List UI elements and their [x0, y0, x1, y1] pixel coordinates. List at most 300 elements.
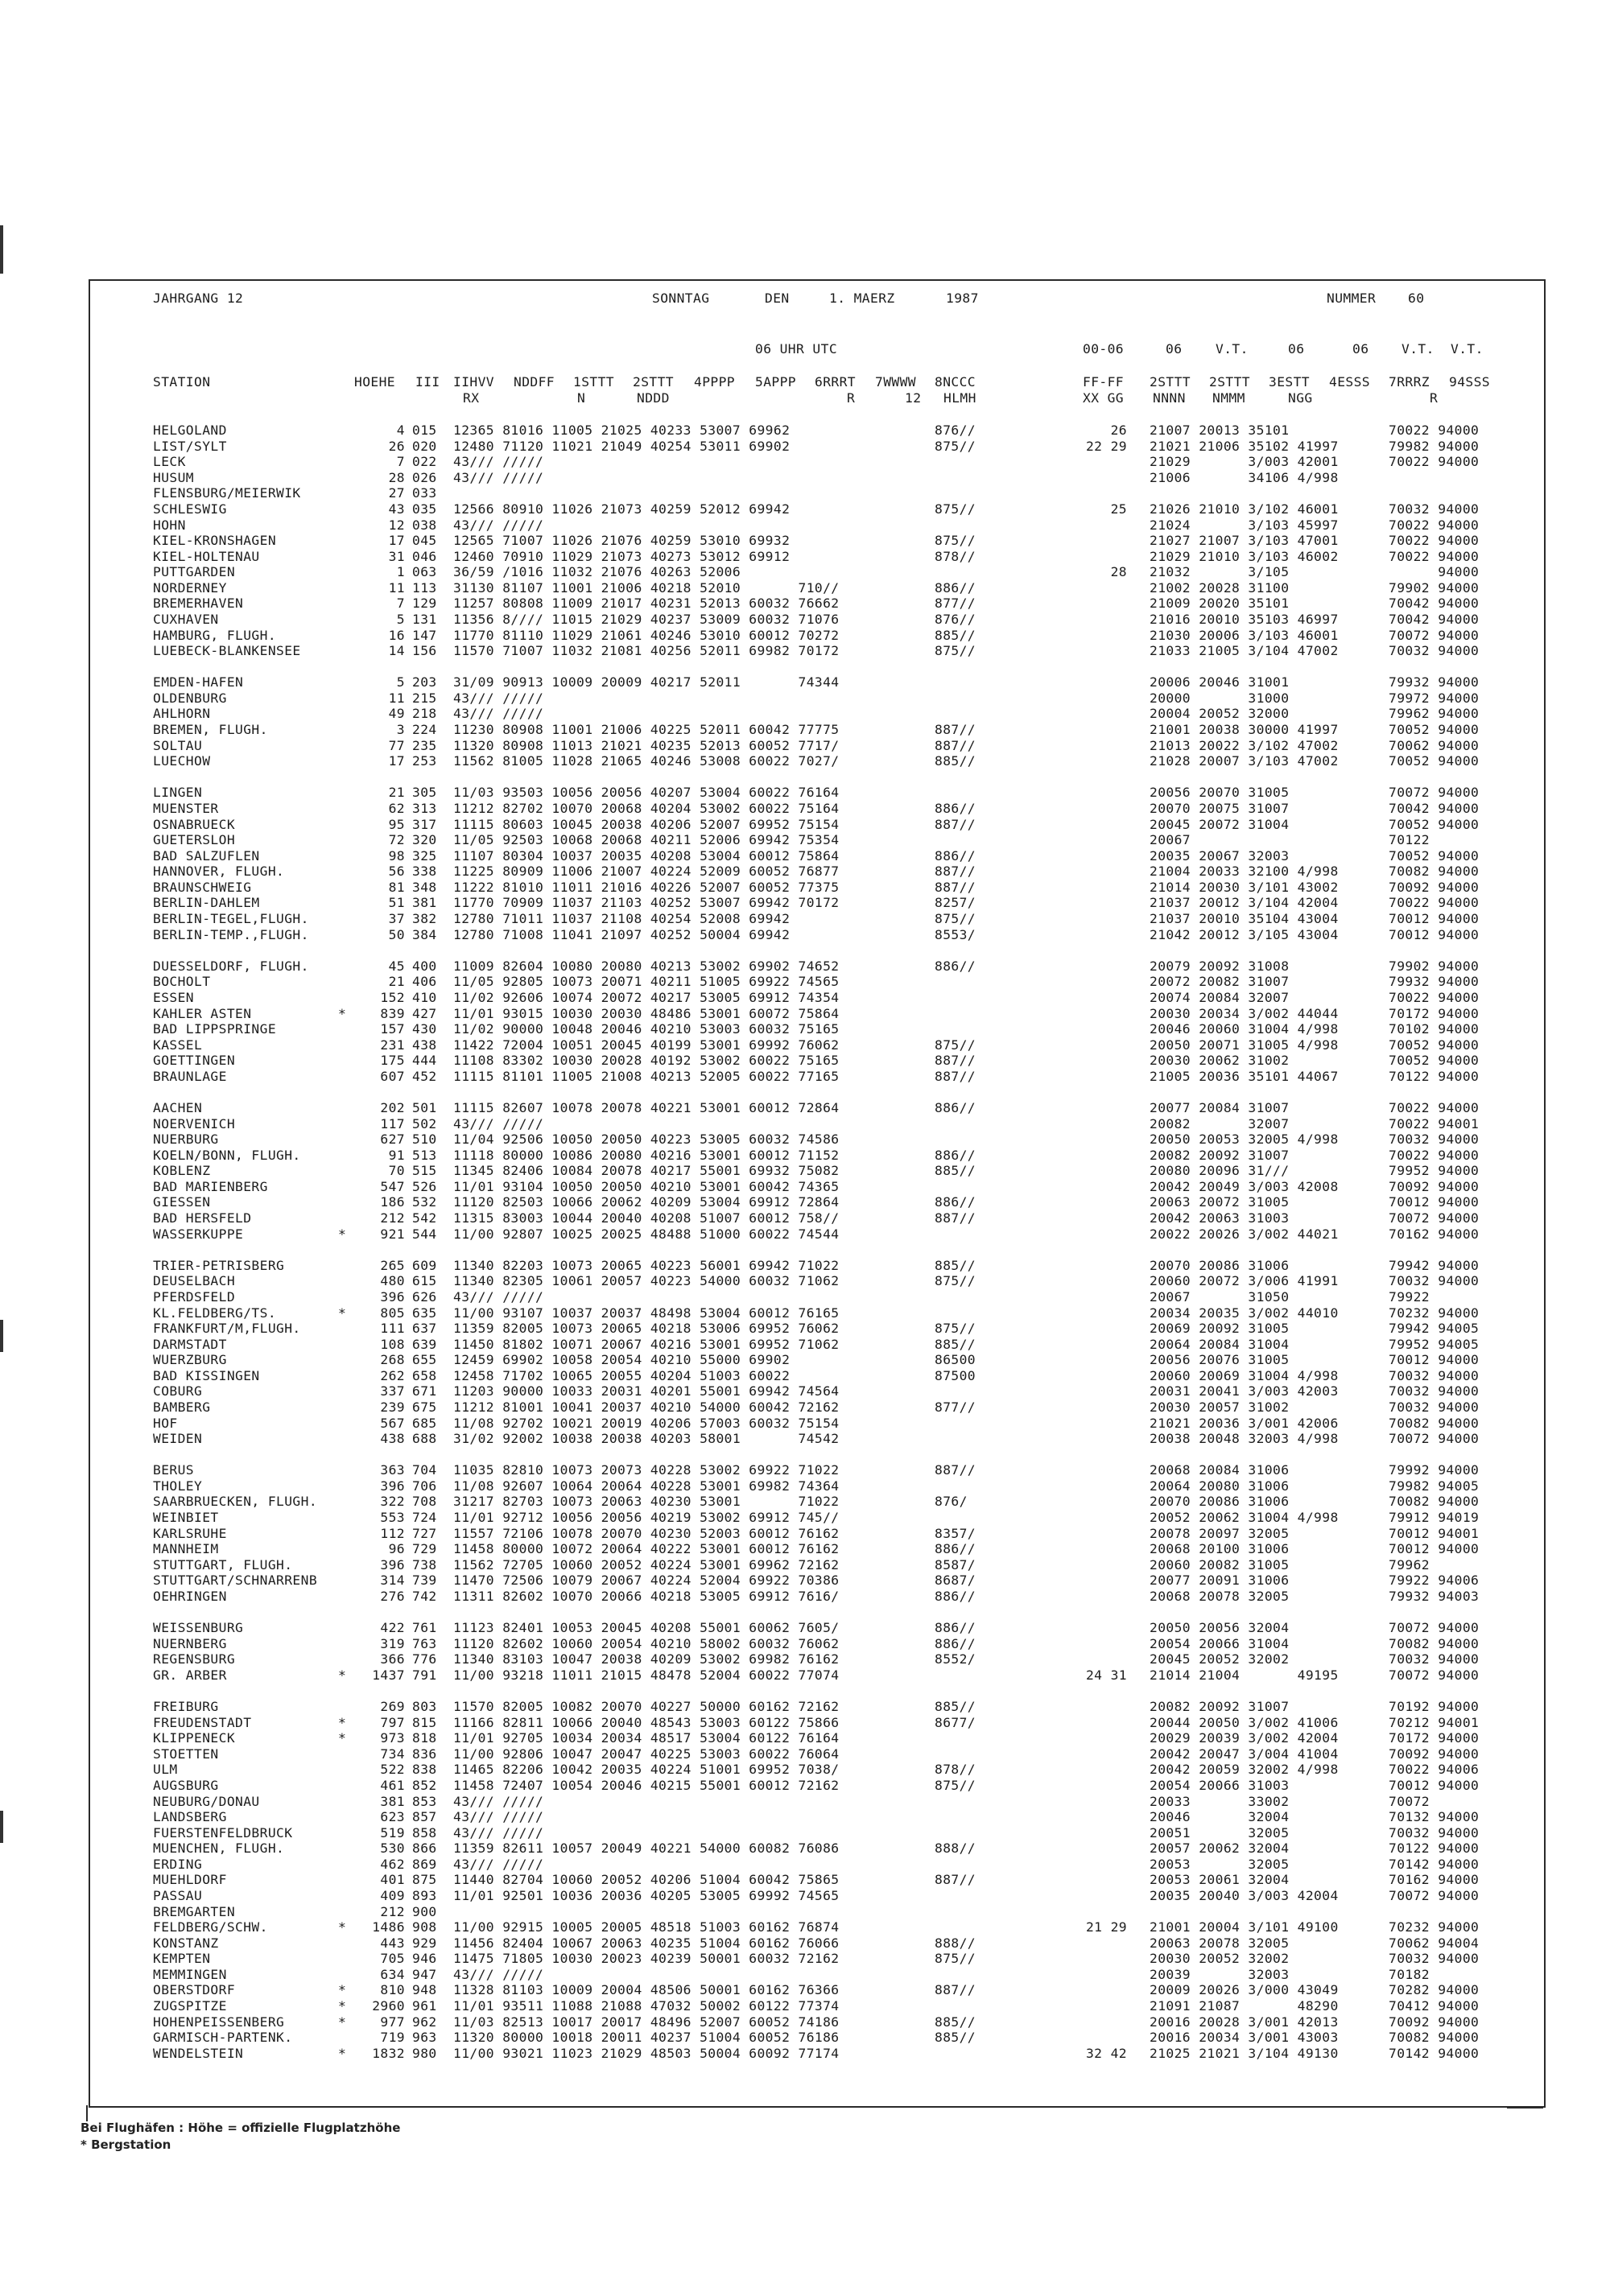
mountain-station-marker: *: [338, 1305, 347, 1321]
cloud-group: 885//: [935, 2030, 976, 2046]
station-height: 805: [380, 1305, 405, 1321]
precip-snow-groups: 70192 94000: [1389, 1699, 1480, 1714]
station-number: 022: [412, 454, 437, 470]
cloud-group: 886//: [935, 579, 976, 596]
table-row: [0, 1794, 1610, 1810]
precip-snow-groups: 70212 94001: [1389, 1714, 1480, 1730]
station-number: 708: [412, 1494, 437, 1510]
station-number: 305: [412, 785, 437, 801]
station-height: 186: [380, 1194, 405, 1210]
station-name: BRAUNSCHWEIG: [153, 879, 252, 895]
precip-snow-groups: 70052 94000: [1389, 1037, 1480, 1053]
precip-snow-groups: 70022 94000: [1389, 989, 1480, 1005]
synop-groups: 11328 81103 10009 20004 48506 50001 60162 76366: [453, 1982, 840, 1998]
table-row: [0, 753, 1610, 769]
precip-snow-groups: 70092 94000: [1389, 1746, 1480, 1762]
synop-groups: 11/03 82513 10017 20017 48496 52007 60052 74186: [453, 2014, 840, 2030]
station-number: 962: [412, 2014, 437, 2030]
table-row: [0, 1053, 1610, 1069]
station-number: 410: [412, 989, 437, 1005]
precip-snow-groups: 70162 94000: [1389, 1872, 1480, 1888]
station-name: SAARBRUECKEN, FLUGH.: [153, 1494, 318, 1510]
cloud-group: 885//: [935, 1257, 976, 1273]
synop-groups: 11359 82005 10073 20065 40218 53006 69952 76062: [453, 1321, 840, 1337]
utc-time-header: 06 UHR UTC: [755, 341, 838, 357]
synop-groups: 43/// /////: [453, 469, 544, 485]
synop-groups: 11340 82305 10061 20057 40223 54000 60032 71062: [453, 1273, 840, 1289]
table-row: [0, 2046, 1610, 2062]
precip-snow-groups: 70022 94000: [1389, 1099, 1480, 1115]
cloud-group: 887//: [935, 1210, 976, 1226]
extreme-groups: 20009 20026 3/000 43049: [1150, 1982, 1339, 1998]
precip-snow-groups: 70012 94000: [1389, 926, 1480, 942]
station-height: 21: [388, 974, 405, 990]
cloud-group: 877//: [935, 1399, 976, 1415]
extreme-groups: 21001 20004 3/101 49100: [1150, 1919, 1339, 1935]
station-height: 797: [380, 1714, 405, 1730]
station-number: 532: [412, 1194, 437, 1210]
footnote-airport-height: Bei Flughäfen : Höhe = offizielle Flugplatzhöhe: [80, 2121, 401, 2135]
station-height: 17: [388, 533, 405, 549]
station-number: 761: [412, 1620, 437, 1636]
station-number: 639: [412, 1336, 437, 1352]
table-row: [0, 927, 1610, 943]
table-row: [0, 1289, 1610, 1305]
cloud-group: 887//: [935, 864, 976, 880]
station-height: 91: [388, 1147, 405, 1163]
synop-groups: 11115 80603 10045 20038 40206 52007 69952 75154: [453, 816, 840, 832]
table-row: [0, 2030, 1610, 2046]
synop-groups: 43/// /////: [453, 706, 544, 722]
extreme-groups: 21026 21010 3/102 46001: [1150, 501, 1339, 517]
mountain-station-marker: *: [338, 2045, 347, 2061]
extreme-groups: 21029 21010 3/103 46002: [1150, 548, 1339, 564]
synop-groups: 11458 80000 10072 20064 40222 53001 60012 76162: [453, 1541, 840, 1557]
station-name: STOETTEN: [153, 1746, 219, 1762]
station-height: 977: [380, 2014, 405, 2030]
station-height: 27: [388, 485, 405, 501]
precip-snow-groups: 70022 94006: [1389, 1762, 1480, 1778]
table-row: [0, 1951, 1610, 1967]
station-name: BOCHOLT: [153, 974, 211, 990]
precip-snow-groups: 70082 94000: [1389, 1494, 1480, 1510]
col-7wwww-sub: 12: [905, 390, 922, 406]
extreme-groups: 20030 20052 32002: [1150, 1951, 1290, 1967]
precip-snow-groups: 70022 94000: [1389, 1147, 1480, 1163]
table-row: [0, 2014, 1610, 2030]
extreme-groups: 20038 20048 32003 4/998: [1150, 1431, 1339, 1447]
station-number: 791: [412, 1667, 437, 1683]
station-name: FREUDENSTADT: [153, 1714, 252, 1730]
mountain-station-marker: *: [338, 1982, 347, 1998]
synop-groups: 11230 80908 11001 21006 40225 52011 60042 77775: [453, 722, 840, 737]
cloud-group: 885//: [935, 1699, 976, 1714]
synop-groups: 43/// /////: [453, 1793, 544, 1809]
station-name: OSNABRUECK: [153, 816, 236, 832]
synop-groups: 11/05 92503 10068 20068 40211 52006 69942 75354: [453, 832, 840, 848]
station-height: 81: [388, 879, 405, 895]
station-number: 763: [412, 1635, 437, 1651]
station-height: 11: [388, 690, 405, 706]
synop-groups: 11562 81005 11028 21065 40246 53008 60022 7027/: [453, 753, 840, 769]
extreme-groups: 20044 20050 3/002 41006: [1150, 1714, 1339, 1730]
extreme-groups: 21091 21087 48290: [1150, 1998, 1339, 2014]
extreme-groups: 21007 20013 35101: [1150, 423, 1290, 438]
synop-groups: 11465 82206 10042 20035 40224 51001 69952 7038/: [453, 1762, 840, 1778]
table-row: [0, 1825, 1610, 1841]
station-number: 635: [412, 1305, 437, 1321]
table-row: [0, 423, 1610, 439]
synop-groups: 12780 71008 11041 21097 40252 50004 69942: [453, 926, 791, 942]
cloud-group: 886//: [935, 847, 976, 864]
table-row: [0, 1305, 1610, 1321]
extreme-groups: 20056 20076 31005: [1150, 1352, 1290, 1368]
year: 1987: [946, 291, 979, 306]
station-number: 452: [412, 1068, 437, 1084]
synop-groups: 11/00 93107 10037 20037 48498 53004 60012 76165: [453, 1305, 840, 1321]
station-name: HAMBURG, FLUGH.: [153, 627, 277, 643]
station-number: 727: [412, 1525, 437, 1541]
station-height: 461: [380, 1777, 405, 1793]
precip-snow-groups: 70122 94000: [1389, 1841, 1480, 1857]
cloud-group: 8677/: [935, 1714, 976, 1730]
station-name: STUTTGART/SCHNARRENB: [153, 1573, 318, 1589]
cloud-group: 886//: [935, 1099, 976, 1115]
table-row: [0, 501, 1610, 517]
extreme-groups: 21033 21005 3/104 47002: [1150, 643, 1339, 659]
station-height: 7: [396, 596, 405, 612]
extreme-groups: 20077 20084 31007: [1150, 1099, 1290, 1115]
cloud-group: 875//: [935, 1777, 976, 1793]
precip-snow-groups: 70032 94000: [1389, 643, 1480, 659]
station-name: NOERVENICH: [153, 1115, 236, 1132]
station-number: 147: [412, 627, 437, 643]
cloud-group: 878//: [935, 548, 976, 564]
col-1sttt-sub: N: [577, 390, 586, 406]
table-row: [0, 1399, 1610, 1416]
precip-snow-groups: 70012 94000: [1389, 1352, 1480, 1368]
station-number: 502: [412, 1115, 437, 1132]
wind-gust-group: 26: [1110, 423, 1127, 438]
precip-snow-groups: 79922 94006: [1389, 1573, 1480, 1589]
station-name: SOLTAU: [153, 737, 203, 753]
table-row: [0, 1321, 1610, 1337]
table-row: [0, 1620, 1610, 1636]
station-name: EMDEN-HAFEN: [153, 674, 244, 690]
precip-snow-groups: 79932 94000: [1389, 674, 1480, 690]
extreme-groups: 20045 20052 32002: [1150, 1651, 1290, 1667]
station-number: 946: [412, 1951, 437, 1967]
table-row: [0, 738, 1610, 754]
extreme-groups: 20016 20034 3/001 43003: [1150, 2030, 1339, 2046]
precip-snow-groups: 70012 94001: [1389, 1525, 1480, 1541]
precip-snow-groups: 70092 94000: [1389, 879, 1480, 895]
precip-snow-groups: 70032 94000: [1389, 1399, 1480, 1415]
station-height: 480: [380, 1273, 405, 1289]
station-name: KASSEL: [153, 1037, 203, 1053]
table-row: [0, 533, 1610, 549]
station-height: 117: [380, 1115, 405, 1132]
station-number: 729: [412, 1541, 437, 1557]
extreme-groups: 20051 32005: [1150, 1824, 1290, 1841]
station-height: 5: [396, 612, 405, 627]
table-row: [0, 1100, 1610, 1116]
synop-groups: 11422 72004 10051 20045 40199 53001 69992 76062: [453, 1037, 840, 1053]
precip-snow-groups: 70072 94000: [1389, 1887, 1480, 1903]
extreme-groups: 20068 20084 31006: [1150, 1462, 1290, 1478]
extreme-groups: 20078 20097 32005: [1150, 1525, 1290, 1541]
table-row: [0, 1179, 1610, 1195]
frame-corner: [86, 2105, 89, 2121]
synop-groups: 11166 82811 10066 20040 48543 53003 60122 75866: [453, 1714, 840, 1730]
synop-groups: 43/// /////: [453, 1809, 544, 1824]
table-row: [0, 1651, 1610, 1667]
footnote-mountain-station: * Bergstation: [80, 2137, 171, 2152]
synop-groups: 11311 82602 10070 20066 40218 53005 69912 7616/: [453, 1588, 840, 1604]
synop-groups: 11470 72506 10079 20067 40224 52004 69922 70386: [453, 1573, 840, 1589]
precip-snow-groups: 94000: [1389, 564, 1480, 580]
synop-groups: 11115 81101 11005 21008 40213 52005 60022 77165: [453, 1068, 840, 1084]
station-height: 21: [388, 785, 405, 801]
table-row: [0, 1226, 1610, 1243]
station-name: BREMERHAVEN: [153, 596, 244, 612]
station-name: AHLHORN: [153, 706, 211, 722]
extreme-groups: 20054 20066 31004: [1150, 1635, 1290, 1651]
extreme-groups: 20050 20056 32004: [1150, 1620, 1290, 1636]
synop-groups: 11315 83003 10044 20040 40208 51007 60012 758//: [453, 1210, 840, 1226]
synop-groups: 11570 71007 11032 21081 40256 52011 69982 70172: [453, 643, 840, 659]
table-row: [0, 628, 1610, 644]
station-height: 231: [380, 1037, 405, 1053]
extreme-groups: 20033 33002: [1150, 1793, 1290, 1809]
station-number: 203: [412, 674, 437, 690]
table-row: [0, 1337, 1610, 1353]
station-name: WENDELSTEIN: [153, 2045, 244, 2061]
cloud-group: 885//: [935, 1163, 976, 1179]
station-number: 156: [412, 643, 437, 659]
station-name: MANNHEIM: [153, 1541, 219, 1557]
synop-groups: 11203 90000 10033 20031 40201 55001 69942 74564: [453, 1383, 840, 1399]
extreme-groups: 20030 20057 31002: [1150, 1399, 1290, 1415]
station-name: TRIER-PETRISBERG: [153, 1257, 285, 1273]
synop-groups: 11212 82702 10070 20068 40204 53002 60022 75164: [453, 800, 840, 816]
precip-snow-groups: 70052 94000: [1389, 722, 1480, 737]
synop-groups: 43/// /////: [453, 1856, 544, 1872]
table-row: [0, 485, 1610, 501]
table-row: [0, 1273, 1610, 1289]
synop-groups: 11108 83302 10030 20028 40192 53002 60022 75165: [453, 1053, 840, 1069]
cloud-group: 875//: [935, 1037, 976, 1053]
extreme-groups: 20053 20061 32004: [1150, 1872, 1290, 1888]
synop-groups: 12458 71702 10065 20055 40204 51003 60022: [453, 1367, 791, 1383]
precip-snow-groups: 70022 94000: [1389, 454, 1480, 470]
synop-groups: 11225 80909 11006 21007 40224 52009 60052 76877: [453, 864, 840, 880]
col-6rrrt: 6RRRT: [815, 374, 857, 390]
station-height: 157: [380, 1021, 405, 1037]
table-row: [0, 1541, 1610, 1557]
station-name: BAD SALZUFLEN: [153, 847, 260, 864]
station-height: 12: [388, 517, 405, 533]
extreme-groups: 20077 20091 31006: [1150, 1573, 1290, 1589]
wind-gust-group: 22 29: [1085, 438, 1127, 454]
mountain-station-marker: *: [338, 1667, 347, 1683]
station-name: KEMPTEN: [153, 1951, 211, 1967]
extreme-groups: 20082 32007: [1150, 1115, 1290, 1132]
station-height: 212: [380, 1903, 405, 1919]
group-header-06c: 06: [1352, 341, 1369, 357]
precip-snow-groups: 70032 94000: [1389, 501, 1480, 517]
precip-snow-groups: 70072 94000: [1389, 785, 1480, 801]
station-height: 276: [380, 1588, 405, 1604]
station-number: 908: [412, 1919, 437, 1935]
precip-snow-groups: 70072 94000: [1389, 1667, 1480, 1683]
cloud-group: 887//: [935, 737, 976, 753]
extreme-groups: 21006 34106 4/998: [1150, 469, 1339, 485]
table-row: [0, 1494, 1610, 1510]
station-height: 623: [380, 1809, 405, 1824]
station-number: 510: [412, 1132, 437, 1148]
station-number: 866: [412, 1841, 437, 1857]
cloud-group: 886//: [935, 1635, 976, 1651]
issue-number: 60: [1408, 291, 1425, 306]
col-station: STATION: [153, 374, 211, 390]
station-height: 839: [380, 1005, 405, 1021]
table-row: [0, 1510, 1610, 1526]
precip-snow-groups: 79962: [1389, 1556, 1430, 1573]
cloud-group: 875//: [935, 1273, 976, 1289]
extreme-groups: 20060 20069 31004 4/998: [1150, 1367, 1339, 1383]
extreme-groups: 21037 20010 35104 43004: [1150, 911, 1339, 926]
station-height: 98: [388, 847, 405, 864]
station-name: ULM: [153, 1762, 178, 1778]
station-number: 515: [412, 1163, 437, 1179]
station-name: AUGSBURG: [153, 1777, 219, 1793]
station-height: 547: [380, 1178, 405, 1194]
synop-groups: 11570 82005 10082 20070 40227 50000 60162 72162: [453, 1699, 840, 1714]
extreme-groups: 21001 20038 30000 41997: [1150, 722, 1339, 737]
station-height: 4: [396, 423, 405, 438]
station-name: KAHLER ASTEN: [153, 1005, 252, 1021]
extreme-groups: 20064 20080 31006: [1150, 1478, 1290, 1494]
station-number: 063: [412, 564, 437, 580]
col-e2sttt-b-sub: NMMM: [1212, 390, 1245, 406]
group-header-06a: 06: [1166, 341, 1183, 357]
extreme-groups: 20035 20040 3/003 42004: [1150, 1887, 1339, 1903]
station-number: 033: [412, 485, 437, 501]
cloud-group: 876//: [935, 423, 976, 438]
station-number: 444: [412, 1053, 437, 1069]
precip-snow-groups: 70032 94000: [1389, 1651, 1480, 1667]
station-number: 438: [412, 1037, 437, 1053]
number-label: NUMMER: [1327, 291, 1377, 306]
synop-groups: 11115 82607 10078 20078 40221 53001 60012 72864: [453, 1099, 840, 1115]
mountain-station-marker: *: [338, 1730, 347, 1746]
table-row: [0, 1431, 1610, 1447]
station-number: 427: [412, 1005, 437, 1021]
precip-snow-groups: 79942 94005: [1389, 1321, 1480, 1337]
synop-groups: 11107 80304 10037 20035 40208 53004 60012 75864: [453, 847, 840, 864]
station-name: OEHRINGEN: [153, 1588, 227, 1604]
station-height: 973: [380, 1730, 405, 1746]
table-row: [0, 1132, 1610, 1148]
col-iihvv: IIHVV: [453, 374, 495, 390]
extreme-groups: 20042 20049 3/003 42008: [1150, 1178, 1339, 1194]
station-number: 348: [412, 879, 437, 895]
cloud-group: 885//: [935, 753, 976, 769]
station-height: 1832: [372, 2045, 405, 2061]
station-height: 37: [388, 911, 405, 926]
station-number: 685: [412, 1415, 437, 1431]
table-row: [0, 596, 1610, 612]
station-number: 218: [412, 706, 437, 722]
precip-snow-groups: 70072 94000: [1389, 1620, 1480, 1636]
synop-groups: 11770 81110 11029 21061 40246 53010 60012 70272: [453, 627, 840, 643]
synop-groups: 11557 72106 10078 20070 40230 52003 60012 76162: [453, 1525, 840, 1541]
station-number: 615: [412, 1273, 437, 1289]
table-row: [0, 439, 1610, 455]
table-row: [0, 1258, 1610, 1274]
synop-groups: 11/03 93503 10056 20056 40207 53004 60022 76164: [453, 785, 840, 801]
table-row: [0, 454, 1610, 470]
station-number: 430: [412, 1021, 437, 1037]
synop-groups: 11458 72407 10054 20046 40215 55001 60012 72162: [453, 1777, 840, 1793]
synop-groups: 11123 82401 10053 20045 40208 55001 60062 7605/: [453, 1620, 840, 1636]
table-row: [0, 1573, 1610, 1589]
table-row: [0, 1746, 1610, 1762]
station-height: 212: [380, 1210, 405, 1226]
station-number: 045: [412, 533, 437, 549]
precip-snow-groups: 70182: [1389, 1966, 1430, 1982]
station-number: 803: [412, 1699, 437, 1714]
synop-groups: 11/00 92806 10047 20047 40225 53003 60022 76064: [453, 1746, 840, 1762]
table-row: [0, 1210, 1610, 1226]
station-height: 734: [380, 1746, 405, 1762]
extreme-groups: 20070 20086 31006: [1150, 1257, 1290, 1273]
synop-groups: 43/// /////: [453, 454, 544, 470]
cloud-group: 887//: [935, 879, 976, 895]
station-name: MEMMINGEN: [153, 1966, 227, 1982]
precip-snow-groups: 70132 94000: [1389, 1809, 1480, 1824]
station-height: 363: [380, 1462, 405, 1478]
extreme-groups: 21027 21007 3/103 47001: [1150, 533, 1339, 549]
station-number: 526: [412, 1178, 437, 1194]
cloud-group: 888//: [935, 1841, 976, 1857]
station-number: 857: [412, 1809, 437, 1824]
station-name: LIST/SYLT: [153, 438, 227, 454]
precip-snow-groups: 70232 94000: [1389, 1305, 1480, 1321]
extreme-groups: 20082 20092 31007: [1150, 1147, 1290, 1163]
precip-snow-groups: 70172 94000: [1389, 1730, 1480, 1746]
station-height: 112: [380, 1525, 405, 1541]
table-row: [0, 612, 1610, 628]
station-number: 980: [412, 2045, 437, 2061]
table-end-line: [1507, 2107, 1543, 2108]
mountain-station-marker: *: [338, 2014, 347, 2030]
wind-gust-group: 24 31: [1085, 1667, 1127, 1683]
synop-groups: 11/01 93015 10030 20030 48486 53001 60072 75864: [453, 1005, 840, 1021]
group-header-vt1: V.T.: [1216, 341, 1249, 357]
extreme-groups: 20060 20082 31005: [1150, 1556, 1290, 1573]
mountain-station-marker: *: [338, 1226, 347, 1242]
precip-snow-groups: 70042 94000: [1389, 800, 1480, 816]
table-row: [0, 1730, 1610, 1746]
synop-groups: 11120 82503 10066 20062 40209 53004 69912 72864: [453, 1194, 840, 1210]
station-number: 609: [412, 1257, 437, 1273]
station-height: 2960: [372, 1998, 405, 2014]
table-row: [0, 1809, 1610, 1825]
station-height: 45: [388, 958, 405, 974]
synop-groups: 11/02 92606 10074 20072 40217 53005 69912 74354: [453, 989, 840, 1005]
